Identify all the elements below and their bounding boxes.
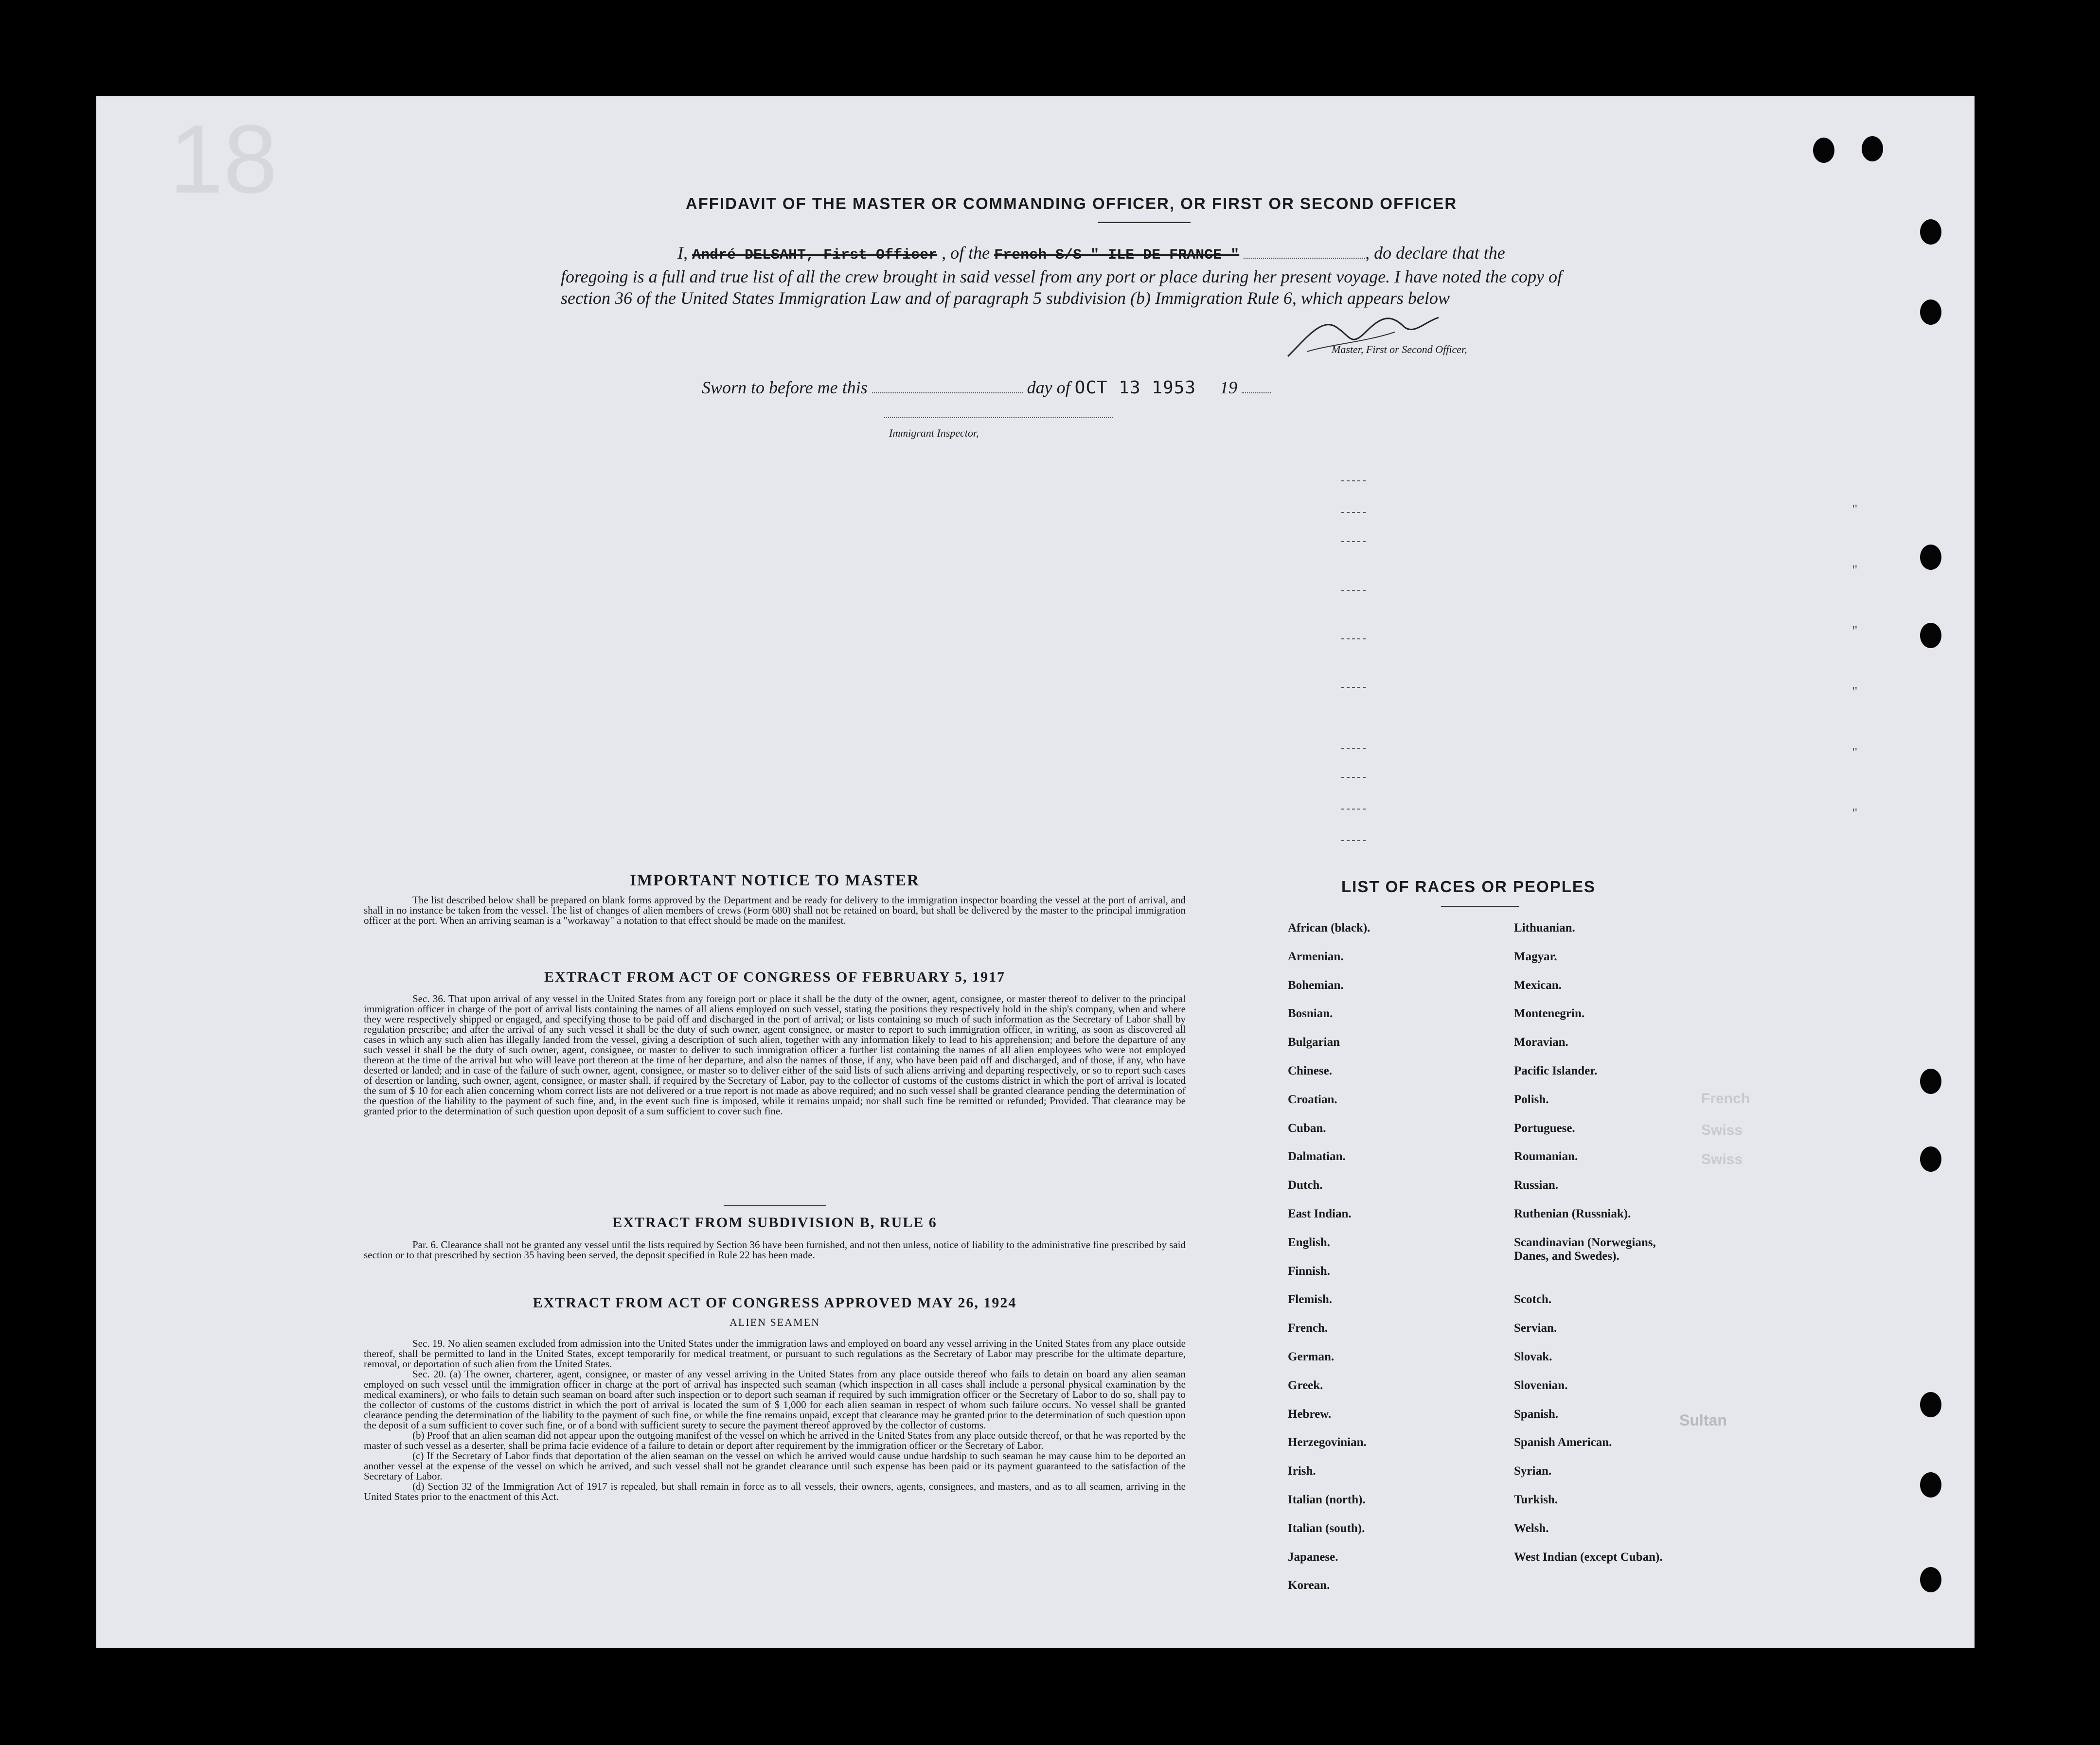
dash-mark	[1341, 541, 1366, 542]
race-item: Croatian.	[1288, 1093, 1337, 1106]
extract-1917-title: EXTRACT FROM ACT OF CONGRESS OF FEBRUARY 5, 1917	[544, 969, 1006, 985]
ditto-mark: "	[1852, 685, 1858, 700]
ditto-mark: "	[1852, 624, 1858, 639]
race-item: Flemish.	[1288, 1293, 1332, 1306]
sec20b-paragraph: (b) Proof that an alien seaman did not appear upon the outgoing manifest of the vessel on which he arrived in the United States from any place outside thereof, or that he was reported by the master of such vessel as a deserter, shall be prima facie evidence of a failure to detain or deport after requirement by the immigration officer or the Secretary of Labor.	[364, 1429, 1186, 1451]
punch-hole	[1920, 1392, 1941, 1417]
faded-entry: Sultan	[1679, 1411, 1727, 1429]
race-item: Lithuanian.	[1514, 921, 1575, 934]
punch-hole	[1920, 1472, 1941, 1498]
faded-entry: French	[1701, 1091, 1750, 1107]
extract-1917-body: Sec. 36. That upon arrival of any vessel in the United States from any foreign port or place it shall be the duty of the owner, agent, consignee, or master thereof to deliver to the principal immigration officer in charge of the port of arrival lists containing the names of all aliens employed on such vessel, stating the positions they respectively hold in the ship's company, when and where they were respectively shipped or engaged, and specifying those to be paid off and discharged in the port of arrival; or lists containing so much of such information as the Secretary of Labor shall by regulation prescribe; and after the arrival of any such vessel it shall be the duty of such owner, agent consignee, or master to report to such immigration officer, in writing, as soon as discovered all cases in which any such alien has illegally landed from the vessel, giving a description of such alien, together with any information likely to lead to his apprehension; and before the departure of any such vessel it shall be the duty of such owner, agent, consignee, or master to deliver to such immigration officer a further list containing the names of all alien employees who were not employed thereon at the time of the arrival but who will leave port thereon at the time of her departure, and also the names of those, if any, who have been paid off and discharged, and of those, if any, who have deserted or landed; and in case of the failure of such owner, agent, consignee, or master so to deliver either of the said lists of such aliens arriving and departing respectively, or so to report such cases of desertion or landing, such owner, agent, consignee, or master shall, if required by the Secretary of Labor, pay to the collector of customs of the customs district in which the port of arrival is located the sum of $ 10 for each alien concerning whom correct lists are not delivered or a true report is not made as above required; and no such vessel shall be granted clearance pending the determination of the question of the liability to the payment of such fine, and, in the event such fine is imposed, while it remains unpaid; nor shall such fine be remitted or refunded; Provided. That clearance may be granted prior to the determination of such question upon deposit of a sum sufficient to cover such fine.	[364, 993, 1186, 1117]
race-item: Irish.	[1288, 1464, 1316, 1478]
dash-mark	[1341, 840, 1366, 841]
race-item: Chinese.	[1288, 1064, 1332, 1077]
ditto-mark: "	[1852, 806, 1858, 821]
sec20a-paragraph: Sec. 20. (a) The owner, charterer, agent, consignee, or master of any vessel arriving in the United States from any place outside thereof who fails to detain on board any alien seaman employed on such vessel until the immigration officer in charge at the port of arrival has inspected such seaman (which inspection in all cases shall include a personal physical examination by the medical examiners), or who fails to detain such seaman on board after such inspection or to deport such seaman if required by such immigration officer or the Secretary of Labor to do so, shall pay to the collector of customs of the customs district in which the port of arrival is located the sum of $ 1,000 for each alien seaman in respect of whom such failure occurs. No vessel shall be granted clearance pending the determination of the liability to the payment of such fine, or while the fine remains unpaid, except that clearance may be granted prior to the determination of such question upon the deposit of a sum sufficient to cover such fine, or of a bond with sufficient surety to secure the payment thereof approved by the collector of customs.	[364, 1368, 1186, 1431]
notice-body: The list described below shall be prepared on blank forms approved by the Department and be ready for delivery to the immigration inspector boarding the vessel at the port of arrival, and shall in no instance be taken from the vessel. The list of changes of alien members of crews (Form 680) shall not be retained on board, but shall be delivered by the master to the principal immigration officer at the port. When an arriving seaman is a "workaway" a notation to that effect should be made on the manifest.	[364, 894, 1186, 926]
race-item: Spanish.	[1514, 1407, 1559, 1421]
rule6-body: Par. 6. Clearance shall not be granted any vessel until the lists required by Section 36 have been furnished, and not then unless, notice of liability to the administrative fine prescribed by said section or to that prescribed by section 35 having been served, the deposit specified in Rule 22 has been made.	[364, 1239, 1186, 1261]
race-item: Bohemian.	[1288, 978, 1344, 992]
rule6-title: EXTRACT FROM SUBDIVISION B, RULE 6	[612, 1215, 937, 1231]
race-item: Herzegovinian.	[1288, 1436, 1367, 1449]
race-item: Dalmatian.	[1288, 1150, 1346, 1163]
race-item: Portuguese.	[1514, 1121, 1575, 1135]
notice-title: IMPORTANT NOTICE TO MASTER	[630, 872, 920, 889]
extract-1924-body	[364, 1339, 1186, 1502]
race-item: Hebrew.	[1288, 1407, 1332, 1421]
race-item: Slovenian.	[1514, 1378, 1568, 1392]
dash-mark	[1341, 590, 1366, 591]
officer-signature	[1278, 298, 1443, 371]
race-item: Moravian.	[1514, 1036, 1568, 1049]
affidavit-do-declare: , do declare	[1365, 243, 1448, 263]
punch-hole	[1920, 1567, 1941, 1592]
race-item: Servian.	[1514, 1322, 1557, 1335]
punch-hole	[1920, 1146, 1941, 1172]
race-item: West Indian (except Cuban).	[1514, 1550, 1663, 1564]
ditto-mark: "	[1852, 745, 1858, 760]
sec19-paragraph: Sec. 19. No alien seamen excluded from admission into the United States under the immigration laws and employed on board any vessel arriving in the United States from any place outside thereof, shall be permitted to land in the United States, except temporarily for medical treatment, or pursuant to such regulations as the Secretary of Labor may prescribe for the ultimate departure, removal, or deportation of such alien from the United States.	[364, 1338, 1186, 1370]
race-item: Slovak.	[1514, 1350, 1552, 1363]
inspector-signature-line	[884, 417, 1113, 418]
race-item: English.	[1288, 1235, 1330, 1249]
race-item: Dutch.	[1288, 1179, 1323, 1192]
dash-mark	[1341, 777, 1366, 778]
officer-caption: Master, First or Second Officer,	[1332, 343, 1467, 355]
punch-hole	[1862, 136, 1883, 161]
race-item: Korean.	[1288, 1579, 1330, 1592]
sworn-line	[702, 377, 1271, 398]
document-page	[96, 96, 1975, 1648]
faded-page-number: 18	[169, 105, 278, 213]
races-title-rule	[1441, 906, 1519, 907]
race-item: Japanese.	[1288, 1550, 1338, 1564]
dash-mark	[1341, 638, 1366, 639]
punch-hole	[1920, 1069, 1941, 1094]
race-item: Spanish American.	[1514, 1436, 1612, 1449]
race-item: French.	[1288, 1322, 1328, 1335]
race-item: Pacific Islander.	[1514, 1064, 1598, 1077]
race-item: Syrian.	[1514, 1464, 1552, 1478]
punch-hole	[1920, 545, 1941, 570]
race-item: Turkish.	[1514, 1493, 1558, 1506]
sworn-prefix: Sworn to before me this	[702, 378, 868, 397]
faded-entry: Swiss	[1701, 1151, 1743, 1167]
vessel-name: French S/S " ILE DE FRANCE "	[994, 247, 1240, 264]
inspector-caption: Immigrant Inspector,	[889, 427, 979, 439]
sec20d-paragraph: (d) Section 32 of the Immigration Act of 1917 is repealed, but shall remain in force as to all vessels, their owners, agents, consignees, and masters, and as to all seamen, arriving in the United States prior to the enactment of this Act.	[364, 1481, 1186, 1502]
race-item: Greek.	[1288, 1378, 1323, 1392]
race-item: Armenian.	[1288, 950, 1344, 963]
race-item: Ruthenian (Russniak).	[1514, 1207, 1631, 1220]
races-title: LIST OF RACES OR PEOPLES	[1341, 878, 1596, 896]
race-item: Italian (south).	[1288, 1521, 1365, 1535]
extract-1924-title: EXTRACT FROM ACT OF CONGRESS APPROVED MAY 26, 1924	[533, 1295, 1017, 1311]
faded-entry: Swiss	[1701, 1122, 1743, 1138]
punch-hole	[1813, 138, 1834, 163]
ditto-mark: "	[1852, 563, 1858, 578]
race-item: Montenegrin.	[1514, 1007, 1585, 1021]
ditto-mark: "	[1852, 502, 1858, 517]
race-item: Russian.	[1514, 1179, 1559, 1192]
dash-mark	[1341, 480, 1366, 481]
affidavit-statement-text: that the foregoing is a full and true list of all the crew brought in said vessel from any port or place during her present voyage. I have noted the copy of section 36 of the United States Immigration Law and of paragraph 5 subdivision (b) Immigration Rule 6, which appears below	[561, 243, 1563, 308]
date-stamp: OCT 13 1953	[1074, 378, 1196, 398]
officer-name: André DELSAHT, First Officer	[692, 247, 938, 264]
race-item: Cuban.	[1288, 1121, 1326, 1135]
affidavit-title: AFFIDAVIT OF THE MASTER OR COMMANDING OFFICER, OR FIRST OR SECOND OFFICER	[685, 194, 1458, 212]
day-blank	[872, 392, 1023, 393]
punch-hole	[1920, 219, 1941, 245]
race-item: Bulgarian	[1288, 1036, 1340, 1049]
sec20c-paragraph: (c) If the Secretary of Labor finds that deportation of the alien seaman on the vessel on which he arrived would cause undue hardship to such seaman he may cause him to be deported an another vessel at the expense of the vessel on which he arrived, and such vessel shall not be grandet clearance until such expense has been paid or its payment guaranteed to the satisfaction of the Secretary of Labor.	[364, 1450, 1186, 1482]
dash-mark	[1341, 687, 1366, 688]
race-item: German.	[1288, 1350, 1335, 1363]
day-of-label: day of	[1027, 378, 1070, 397]
punch-hole	[1920, 623, 1941, 648]
race-item: Italian (north).	[1288, 1493, 1366, 1506]
race-item: Polish.	[1514, 1093, 1549, 1106]
dash-mark	[1341, 512, 1366, 513]
year-prefix: 19	[1220, 378, 1238, 397]
affidavit-of-the: , of the	[942, 243, 990, 263]
race-item: Scandinavian (Norwegians, Danes, and Swedes).	[1514, 1235, 1656, 1263]
race-item: African (black).	[1288, 921, 1370, 934]
race-item: Finnish.	[1288, 1264, 1330, 1278]
race-item: Mexican.	[1514, 978, 1562, 992]
punch-hole	[1920, 300, 1941, 325]
race-item: East Indian.	[1288, 1207, 1352, 1220]
dash-mark	[1341, 748, 1366, 749]
affidavit-i: I,	[677, 243, 688, 263]
dash-mark	[1341, 809, 1366, 810]
alien-seamen-subtitle: ALIEN SEAMEN	[730, 1316, 820, 1328]
section-divider	[724, 1205, 826, 1206]
race-item: Scotch.	[1514, 1293, 1552, 1306]
year-blank	[1242, 392, 1271, 393]
race-item: Bosnian.	[1288, 1007, 1333, 1021]
title-underline	[1098, 222, 1191, 223]
race-item: Welsh.	[1514, 1521, 1549, 1535]
vessel-blank	[1244, 258, 1365, 259]
race-item: Roumanian.	[1514, 1150, 1578, 1163]
race-item: Magyar.	[1514, 950, 1557, 963]
